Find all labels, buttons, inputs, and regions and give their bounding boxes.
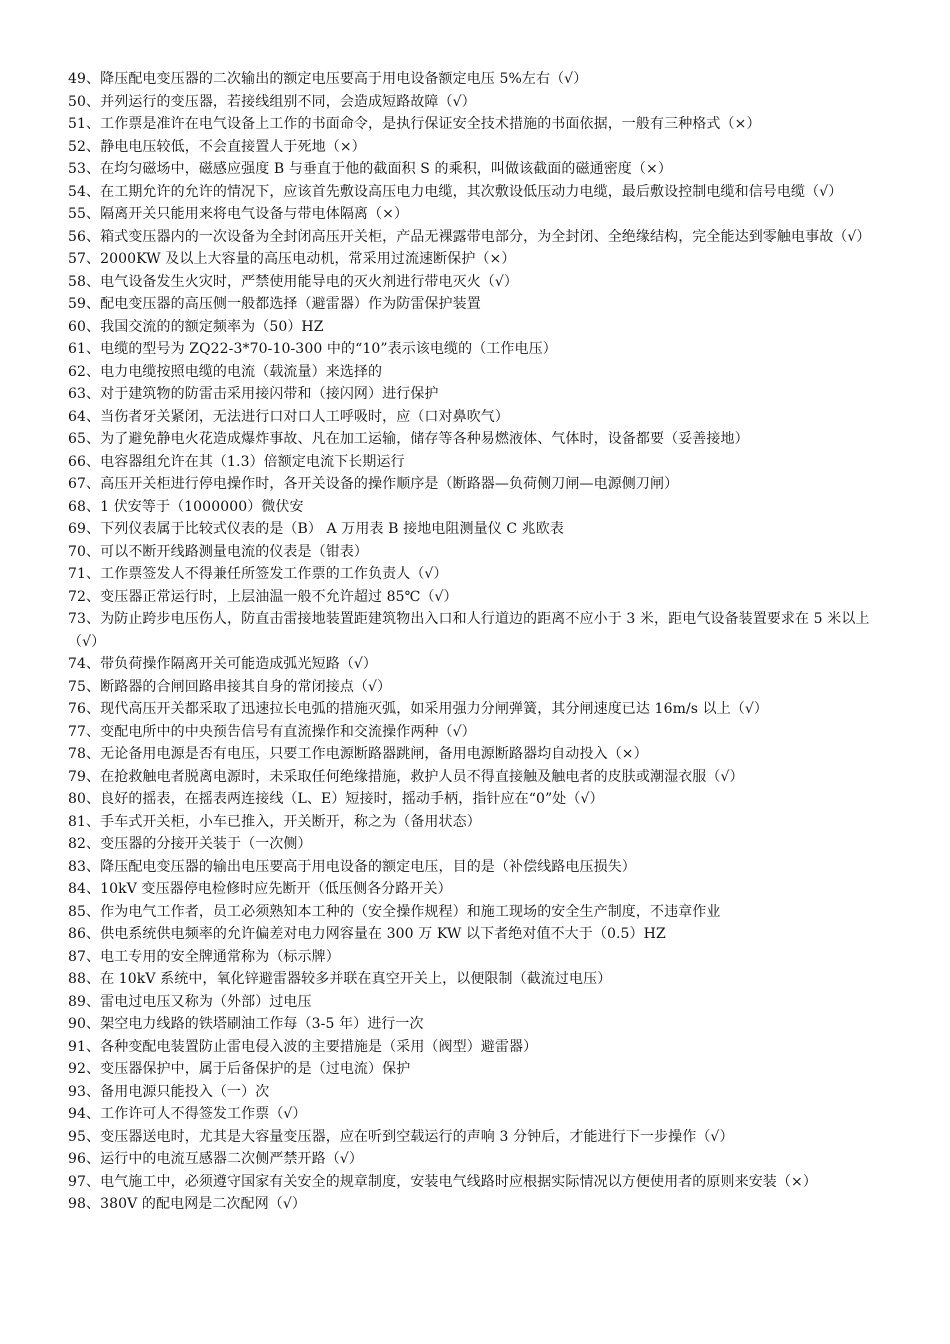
list-item: 51、工作票是准许在电气设备上工作的书面命令，是执行保证安全技术措施的书面依据，一般有三种格式（×） [68, 116, 761, 132]
list-item: 92、变压器保护中，属于后备保护的是（过电流）保护 [68, 1061, 411, 1077]
list-item: 61、电缆的型号为 ZQ22-3*70-10-300 中的“10”表示该电缆的（工作电压） [68, 341, 557, 357]
list-item: 82、变压器的分接开关装于（一次侧） [68, 836, 312, 852]
list-item: 49、降压配电变压器的二次输出的额定电压要高于用电设备额定电压 5%左右（√） [68, 71, 588, 87]
list-item: 75、断路器的合闸回路串接其自身的常闭接点（√） [68, 678, 392, 695]
list-item: 90、架空电力线路的铁塔刷油工作每（3-5 年）进行一次 [68, 1016, 424, 1032]
list-item: 95、变压器送电时，尤其是大容量变压器，应在听到空载运行的声响 3 分钟后，才能进行下一步操作（√） [68, 1128, 734, 1145]
list-item: 94、工作许可人不得签发工作票（√） [68, 1106, 307, 1122]
list-item: 56、箱式变压器内的一次设备为全封闭高压开关柜，产品无裸露带电部分，为全封闭、全绝缘结构，完全能达到零触电事故（√） [68, 228, 871, 245]
list-item: 81、手车式开关柜，小车已推入，开关断开，称之为（备用状态） [68, 813, 481, 830]
list-item: 59、配电变压器的高压侧一般都选择（避雷器）作为防雷保护装置 [68, 296, 481, 312]
list-item: 52、静电电压较低，不会直接置人于死地（×） [68, 138, 366, 155]
list-item: 69、下列仪表属于比较式仪表的是（B） A 万用表 B 接地电阻测量仪 C 兆欧表 [68, 521, 565, 537]
list-item: 98、380V 的配电网是二次配网（√） [68, 1196, 307, 1212]
list-item: 71、工作票签发人不得兼任所签发工作票的工作负责人（√） [68, 566, 448, 582]
list-item: 96、运行中的电流互感器二次侧严禁开路（√） [68, 1151, 363, 1167]
list-item: 68、1 伏安等于（1000000）微伏安 [68, 498, 304, 515]
list-item: 66、电容器组允许在其（1.3）倍额定电流下长期运行 [68, 453, 405, 470]
list-item: 72、变压器正常运行时，上层油温一般不允许超过 85℃（√） [68, 588, 458, 605]
list-item: 89、雷电过电压又称为（外部）过电压 [68, 993, 312, 1010]
list-item: 54、在工期允许的允许的情况下，应该首先敷设高压电力电缆，其次敷设低压动力电缆，最后敷设控制电缆和信号电缆（√） [68, 183, 843, 200]
list-item: 62、电力电缆按照电缆的电流（载流量）来选择的 [68, 363, 383, 380]
list-item: 50、并列运行的变压器，若接线组别不同，会造成短路故障（√） [68, 93, 476, 110]
list-item: 60、我国交流的的额定频率为（50）HZ [68, 318, 324, 335]
list-item: 93、备用电源只能投入（一）次 [68, 1083, 270, 1100]
list-item: 88、在 10kV 系统中，氧化锌避雷器较多并联在真空开关上，以便限制（截流过电压） [68, 971, 612, 987]
list-item: 65、为了避免静电火花造成爆炸事故、凡在加工运输，储存等各种易燃液体、气体时，设备都要（妥善接地） [68, 431, 749, 447]
list-item: 84、10kV 变压器停电检修时应先断开（低压侧各分路开关） [68, 881, 452, 897]
list-item: 63、对于建筑物的防雷击采用接闪带和（接闪网）进行保护 [68, 386, 439, 402]
list-item: 77、变配电所中的中央预告信号有直流操作和交流操作两种（√） [68, 723, 476, 740]
list-item: 86、供电系统供电频率的允许偏差对电力网容量在 300 万 KW 以下者绝对值不大于（0.5）HZ [68, 926, 666, 942]
list-item: 91、各种变配电装置防止雷电侵入波的主要措施是（采用（阀型）避雷器） [68, 1038, 538, 1055]
list-item: 55、隔离开关只能用来将电气设备与带电体隔离（×） [68, 206, 409, 222]
list-item: 53、在均匀磁场中，磁感应强度 B 与垂直于他的截面积 S 的乘积，叫做该截面的磁通密度（×） [68, 161, 672, 177]
list-item: 80、良好的摇表，在摇表两连接线（L、E）短接时，摇动手柄，指针应在“0”处（√） [68, 791, 604, 807]
list-item: 74、带负荷操作隔离开关可能造成弧光短路（√） [68, 656, 378, 672]
list-item: 58、电气设备发生火灾时，严禁使用能导电的灭火剂进行带电灭火（√） [68, 273, 519, 290]
list-item: 73、为防止跨步电压伤人，防直击雷接地装置距建筑物出入口和人行道边的距离不应小于 3 米，距电气设备装置要求在 5 米以上（√） [68, 611, 870, 650]
list-item: 87、电工专用的安全牌通常称为（标示牌） [68, 948, 340, 965]
list-item: 70、可以不断开线路测量电流的仪表是（钳表） [68, 543, 369, 560]
list-item: 79、在抢救触电者脱离电源时，未采取任何绝缘措施，救护人员不得直接触及触电者的皮肤或潮湿衣服（√） [68, 768, 744, 785]
list-item: 57、2000KW 及以上大容量的高压电动机，常采用过流速断保护（×） [68, 251, 516, 267]
list-item: 97、电气施工中，必须遵守国家有关安全的规章制度，安装电气线路时应根据实际情况以方便使用者的原则来安装（×） [68, 1173, 817, 1190]
question-list [68, 68, 886, 1216]
list-item: 85、作为电气工作者，员工必须熟知本工种的（安全操作规程）和施工现场的安全生产制度，不违章作业 [68, 903, 721, 920]
list-item: 83、降压配电变压器的输出电压要高于用电设备的额定电压，目的是（补偿线路电压损失） [68, 858, 636, 875]
list-item: 76、现代高压开关都采取了迅速拉长电弧的措施灭弧，如采用强力分闸弹簧，其分闸速度已达 16m/s 以上（√） [68, 701, 769, 717]
list-item: 64、当伤者牙关紧闭，无法进行口对口人工呼吸时，应（口对鼻吹气） [68, 408, 510, 425]
list-item: 67、高压开关柜进行停电操作时，各开关设备的操作顺序是（断路器—负荷侧刀闸—电源侧刀闸） [68, 476, 679, 492]
list-item: 78、无论备用电源是否有电压，只要工作电源断路器跳闸，备用电源断路器均自动投入（×） [68, 746, 648, 762]
